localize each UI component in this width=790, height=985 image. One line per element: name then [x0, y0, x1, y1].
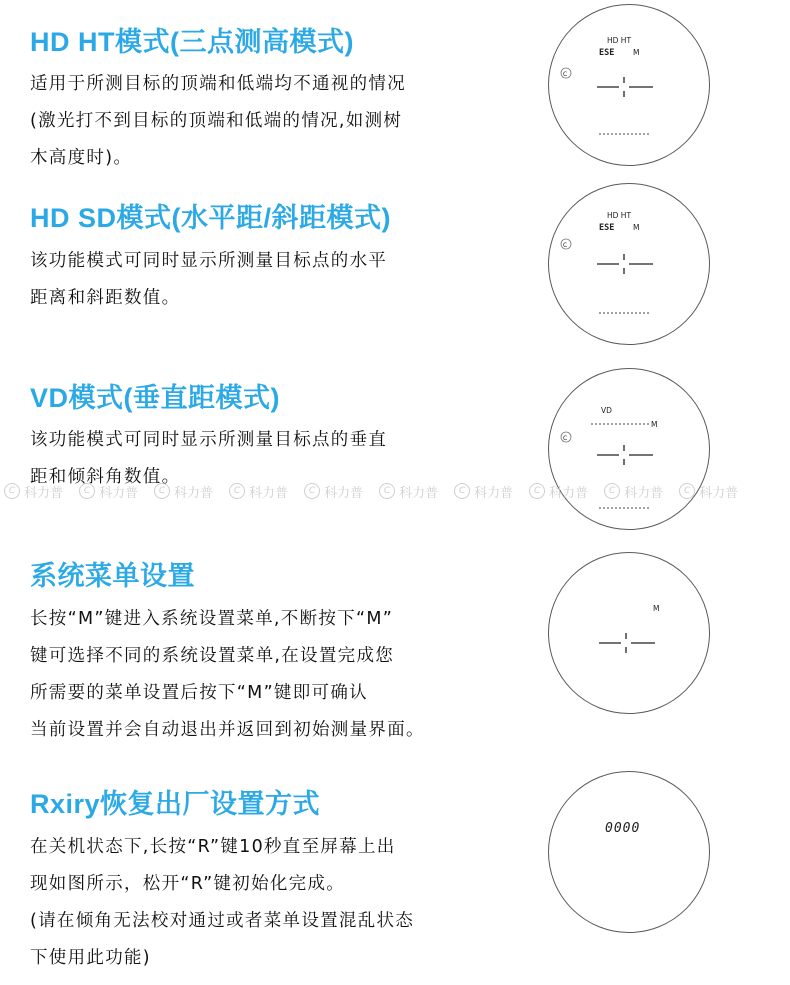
- viewfinder-graphic: [549, 553, 709, 713]
- watermark-logo-icon: C: [679, 483, 695, 499]
- watermark-text: 科力普: [399, 485, 439, 501]
- section-description: [30, 601, 460, 749]
- viewfinder-graphic: [549, 772, 709, 932]
- watermark-item: [79, 480, 138, 502]
- watermark-logo-icon: C: [154, 483, 170, 499]
- section-title: HD HT模式(三点测高模式): [30, 27, 354, 57]
- watermark-logo-icon: C: [4, 483, 20, 499]
- description-line: 在关机状态下,长按“R”键10秒直至屏幕上出: [30, 837, 396, 857]
- watermark-item: [4, 480, 63, 502]
- section-description: [30, 829, 460, 977]
- section-description: [30, 243, 460, 317]
- viewfinder-display: [548, 368, 710, 530]
- watermark-logo-icon: C: [529, 483, 545, 499]
- viewfinder-display: [548, 552, 710, 714]
- description-line: 距离和斜距数值。: [30, 288, 181, 308]
- description-line: 当前设置并会自动退出并返回到初始测量界面。: [30, 720, 425, 740]
- watermark-text: 科力普: [324, 485, 364, 501]
- watermark-text: 科力普: [174, 485, 214, 501]
- crosshair-icon: [597, 254, 653, 274]
- crosshair-icon: [597, 445, 653, 465]
- section-title: VD模式(垂直距模式): [30, 383, 280, 413]
- distance-readout: ESE: [599, 223, 615, 233]
- viewfinder-display: [548, 4, 710, 166]
- description-line: 适用于所测目标的顶端和低端均不通视的情况: [30, 74, 406, 94]
- description-line: (激光打不到目标的顶端和低端的情况,如测树: [30, 111, 403, 131]
- description-line: (请在倾角无法校对通过或者菜单设置混乱状态: [30, 911, 415, 931]
- watermark-strip: [0, 480, 790, 502]
- description-line: 下使用此功能): [30, 948, 151, 968]
- crosshair-icon: [599, 633, 655, 653]
- section-title: 系统菜单设置: [30, 561, 195, 591]
- description-line: 木高度时)。: [30, 148, 133, 168]
- mode-label: HD HT: [607, 36, 632, 45]
- c-mark-label: C: [563, 242, 568, 249]
- description-line: 长按“M”键进入系统设置菜单,不断按下“M”: [30, 609, 394, 629]
- viewfinder-display: [548, 771, 710, 933]
- viewfinder-graphic: [549, 184, 709, 344]
- description-line: 该功能模式可同时显示所测量目标点的垂直: [30, 430, 388, 450]
- watermark-item: [229, 480, 288, 502]
- watermark-logo-icon: C: [454, 483, 470, 499]
- watermark-item: [154, 480, 213, 502]
- unit-label: M: [633, 48, 640, 57]
- watermark-text: 科力普: [24, 485, 64, 501]
- viewfinder-graphic: [549, 369, 709, 529]
- watermark-logo-icon: C: [379, 483, 395, 499]
- watermark-item: [454, 480, 513, 502]
- reset-readout: 0000: [605, 821, 641, 836]
- watermark-logo-icon: C: [304, 483, 320, 499]
- watermark-text: 科力普: [699, 485, 739, 501]
- watermark-item: [529, 480, 588, 502]
- section-title: Rxiry恢复出厂设置方式: [30, 789, 321, 819]
- watermark-item: [679, 480, 738, 502]
- viewfinder-display: [548, 183, 710, 345]
- section-title: HD SD模式(水平距/斜距模式): [30, 203, 391, 233]
- watermark-logo-icon: C: [79, 483, 95, 499]
- description-line: 键可选择不同的系统设置菜单,在设置完成您: [30, 646, 395, 666]
- crosshair-icon: [597, 77, 653, 97]
- mode-label: VD: [601, 406, 612, 415]
- watermark-logo-icon: C: [229, 483, 245, 499]
- watermark-item: [379, 480, 438, 502]
- description-line: 距和倾斜角数值。: [30, 467, 181, 487]
- section-description: [30, 66, 460, 177]
- unit-label: M: [633, 223, 640, 232]
- watermark-logo-icon: C: [604, 483, 620, 499]
- unit-label: M: [651, 420, 658, 429]
- watermark-text: 科力普: [474, 485, 514, 501]
- watermark-text: 科力普: [624, 485, 664, 501]
- watermark-text: 科力普: [549, 485, 589, 501]
- watermark-item: [304, 480, 363, 502]
- watermark-item: [604, 480, 663, 502]
- c-mark-label: C: [563, 71, 568, 78]
- watermark-text: 科力普: [249, 485, 289, 501]
- c-mark-label: C: [563, 435, 568, 442]
- unit-label: M: [653, 604, 660, 613]
- watermark-text: 科力普: [99, 485, 139, 501]
- description-line: 所需要的菜单设置后按下“M”键即可确认: [30, 683, 368, 703]
- viewfinder-graphic: [549, 5, 709, 165]
- mode-label: HD HT: [607, 211, 632, 220]
- distance-readout: ESE: [599, 48, 615, 58]
- description-line: 该功能模式可同时显示所测量目标点的水平: [30, 251, 388, 271]
- description-line: 现如图所示，松开“R”键初始化完成。: [30, 874, 346, 894]
